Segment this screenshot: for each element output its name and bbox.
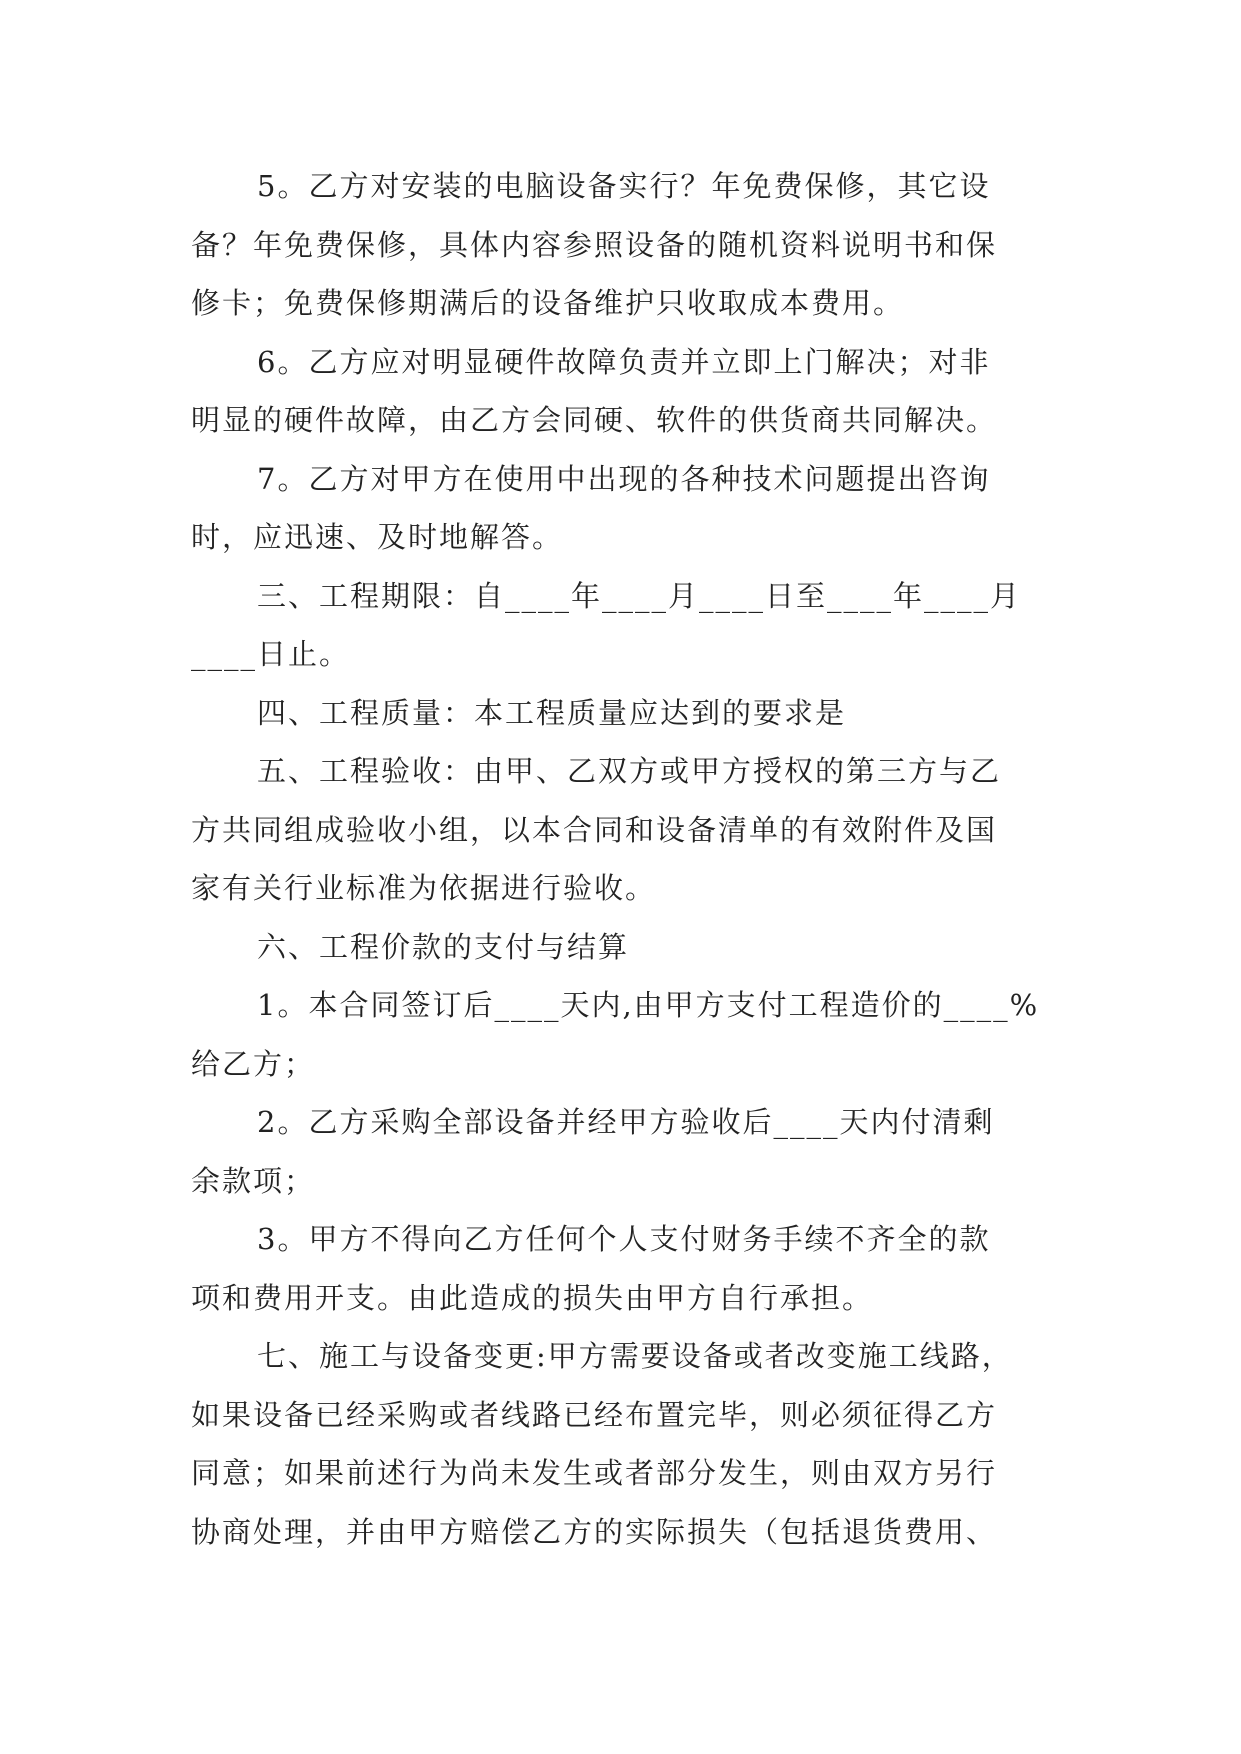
paragraph-line: ____日止。 [191, 637, 351, 671]
paragraph-line: 七、施工与设备变更:甲方需要设备或者改变施工线路， [257, 1339, 1013, 1373]
paragraph-line: 家有关行业标准为依据进行验收。 [191, 871, 657, 905]
paragraph-line: 给乙方； [191, 1046, 316, 1081]
paragraph-payment-3 [191, 1210, 1061, 1327]
paragraph-line: 六、工程价款的支付与结算 [257, 929, 630, 964]
paragraph-item-5 [191, 157, 1061, 333]
paragraph-line: 方共同组成验收小组，以本合同和设备清单的有效附件及国 [191, 812, 998, 847]
paragraph-line: 四、工程质量：本工程质量应达到的要求是 [257, 695, 847, 730]
paragraph-item-6 [191, 333, 1061, 450]
paragraph-line: 2。乙方采购全部设备并经甲方验收后____天内付清剩 [257, 1105, 995, 1139]
section-heading-term [191, 567, 1061, 684]
section-heading-changes [191, 1327, 1061, 1561]
paragraph-line: 三、工程期限：自____年____月____日至____年____月 [257, 578, 1022, 613]
paragraph-line: 项和费用开支。由此造成的损失由甲方自行承担。 [191, 1280, 874, 1315]
paragraph-line: 3。甲方不得向乙方任何个人支付财务手续不齐全的款 [257, 1222, 991, 1256]
paragraph-line: 协商处理，并由甲方赔偿乙方的实际损失（包括退货费用、 [191, 1514, 998, 1549]
paragraph-line: 备？年免费保修，具体内容参照设备的随机资料说明书和保 [191, 227, 998, 262]
paragraph-line: 修卡；免费保修期满后的设备维护只收取成本费用。 [191, 286, 905, 320]
paragraph-line: 明显的硬件故障，由乙方会同硬、软件的供货商共同解决。 [191, 403, 998, 437]
paragraph-line: 时，应迅速、及时地解答。 [191, 520, 564, 554]
section-heading-payment [191, 918, 1061, 977]
document-body [191, 157, 1061, 1561]
paragraph-line: 6。乙方应对明显硬件故障负责并立即上门解决；对非 [257, 344, 991, 379]
paragraph-payment-1 [191, 976, 1061, 1093]
paragraph-line: 余款项； [191, 1163, 316, 1198]
paragraph-line: 7。乙方对甲方在使用中出现的各种技术问题提出咨询 [257, 461, 991, 496]
paragraph-line: 同意；如果前述行为尚未发生或者部分发生，则由双方另行 [191, 1456, 998, 1490]
paragraph-line: 如果设备已经采购或者线路已经布置完毕，则必须征得乙方 [191, 1397, 998, 1432]
paragraph-item-7 [191, 450, 1061, 567]
paragraph-payment-2 [191, 1093, 1061, 1210]
paragraph-line: 5。乙方对安装的电脑设备实行？年免费保修，其它设 [257, 169, 991, 203]
section-heading-acceptance [191, 742, 1061, 918]
paragraph-line: 五、工程验收：由甲、乙双方或甲方授权的第三方与乙 [257, 754, 1002, 788]
paragraph-line: 1。本合同签订后____天内,由甲方支付工程造价的____% [257, 988, 1040, 1022]
section-heading-quality [191, 684, 1061, 743]
